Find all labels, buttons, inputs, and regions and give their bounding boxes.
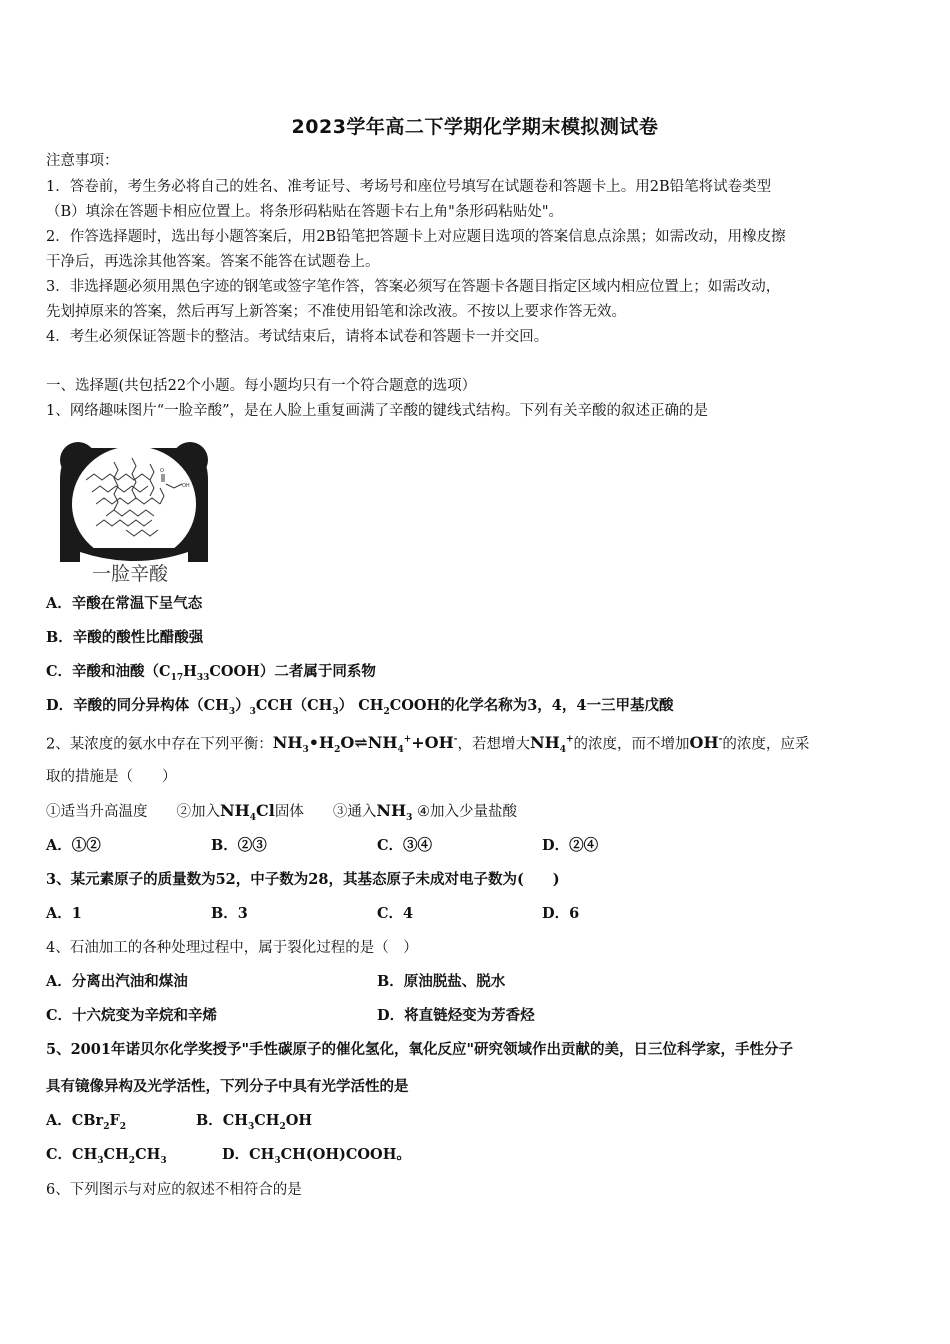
q4-option-b: B．原油脱盐、脱水 xyxy=(377,973,506,990)
image-caption: 一脸辛酸 xyxy=(91,563,169,582)
q2-measures: ①适当升高温度 ②加入$NH_4Cl$固体 ③通入$NH_3$ ④加入少量盐酸 xyxy=(46,801,517,824)
notice-line-3: 2．作答选择题时，选出每小题答案后，用2B铅笔把答题卡上对应题目选项的答案信息点涂黑；如需改动，用橡皮擦 xyxy=(46,229,786,245)
notice-heading: 注意事项： xyxy=(46,153,119,169)
q2-stem: 2、某浓度的氨水中存在下列平衡：$NH_3•H_2O\rightleftharpoons NH_4^++OH^-$，若想增大$NH_4^+$的浓度，而不增加OH-的浓度，应采 xyxy=(46,733,810,756)
section-heading: 一、选择题(共包括22个小题。每小题均只有一个符合题意的选项） xyxy=(46,378,477,394)
q3-option-d: D．6 xyxy=(542,905,580,922)
q5-option-a: A．$CBr_2F_2$ xyxy=(46,1112,127,1132)
svg-text:OH: OH xyxy=(182,483,190,489)
page-title: 2023学年高二下学期化学期末模拟测试卷 xyxy=(291,116,659,138)
q3-option-a: A．1 xyxy=(46,905,82,922)
q2-option-d: D．②④ xyxy=(542,837,599,854)
q5-option-c: C．$CH_3CH_2CH_3$ xyxy=(46,1146,167,1166)
notice-line-5: 3．非选择题必须用黑色字迹的钢笔或签字笔作答，答案必须写在答题卡各题目指定区域内相应位置上；如需改动， xyxy=(46,279,781,295)
q1-option-b: B．辛酸的酸性比醋酸强 xyxy=(46,629,204,646)
notice-line-2: （B）填涂在答题卡相应位置上。将条形码粘贴在答题卡右上角"条形码粘贴处"。 xyxy=(46,204,563,220)
q1-stem: 1、网络趣味图片“一脸辛酸”，是在人脸上重复画满了辛酸的键线式结构。下列有关辛酸的叙述正确的是 xyxy=(46,403,709,419)
q5-stem-line1: 5、2001年诺贝尔化学奖授予"手性碳原子的催化氢化，氧化反应"研究领域作出贡献的美，日三位科学家，手性分子 xyxy=(46,1041,794,1058)
q5-option-d: D．$CH_3CH(OH)COOH$。 xyxy=(222,1146,411,1166)
q6-stem: 6、下列图示与对应的叙述不相符合的是 xyxy=(46,1182,302,1198)
notice-line-6: 先划掉原来的答案，然后再写上新答案；不准使用铅笔和涂改液。不按以上要求作答无效。 xyxy=(46,304,626,320)
q1-option-d: D．辛酸的同分异构体$(CH_3)_3CCH(CH_3)$ $CH_2COOH$的化学名称为3，4，4一三甲基戊酸 xyxy=(46,697,674,717)
q4-option-a: A．分离出汽油和煤油 xyxy=(46,973,188,990)
q3-option-c: C．4 xyxy=(377,905,414,922)
q3-stem: 3、某元素原子的质量数为52，中子数为28，其基态原子未成对电子数为( ) xyxy=(46,871,560,888)
panda-face-image xyxy=(56,440,212,582)
q4-option-d: D．将直链烃变为芳香烃 xyxy=(377,1007,535,1024)
q2-stem-line2: 取的措施是（ ） xyxy=(46,769,177,785)
q3-option-b: B．3 xyxy=(211,905,248,922)
notice-line-7: 4．考生必须保证答题卡的整洁。考试结束后，请将本试卷和答题卡一并交回。 xyxy=(46,329,549,345)
q5-stem-line2: 具有镜像异构及光学活性，下列分子中具有光学活性的是 xyxy=(46,1078,409,1095)
q4-option-c: C．十六烷变为辛烷和辛烯 xyxy=(46,1007,218,1024)
q5-option-b: B．$CH_3CH_2OH$ xyxy=(196,1112,313,1132)
q2-option-a: A．①② xyxy=(46,837,101,854)
q1-option-c: C．辛酸和油酸$(C_{17}H_{33}COOH)$二者属于同系物 xyxy=(46,663,376,683)
q2-option-c: C．③④ xyxy=(377,837,433,854)
svg-text:O: O xyxy=(160,468,164,474)
notice-line-4: 干净后，再选涂其他答案。答案不能答在试题卷上。 xyxy=(46,254,380,270)
q2-option-b: B．②③ xyxy=(211,837,267,854)
notice-line-1: 1．答卷前，考生务必将自己的姓名、准考证号、考场号和座位号填写在试题卷和答题卡上。用2B铅笔将试卷类型 xyxy=(46,179,772,195)
q4-stem: 4、石油加工的各种处理过程中，属于裂化过程的是（ ） xyxy=(46,940,418,956)
q1-option-a: A．辛酸在常温下呈气态 xyxy=(46,595,203,612)
